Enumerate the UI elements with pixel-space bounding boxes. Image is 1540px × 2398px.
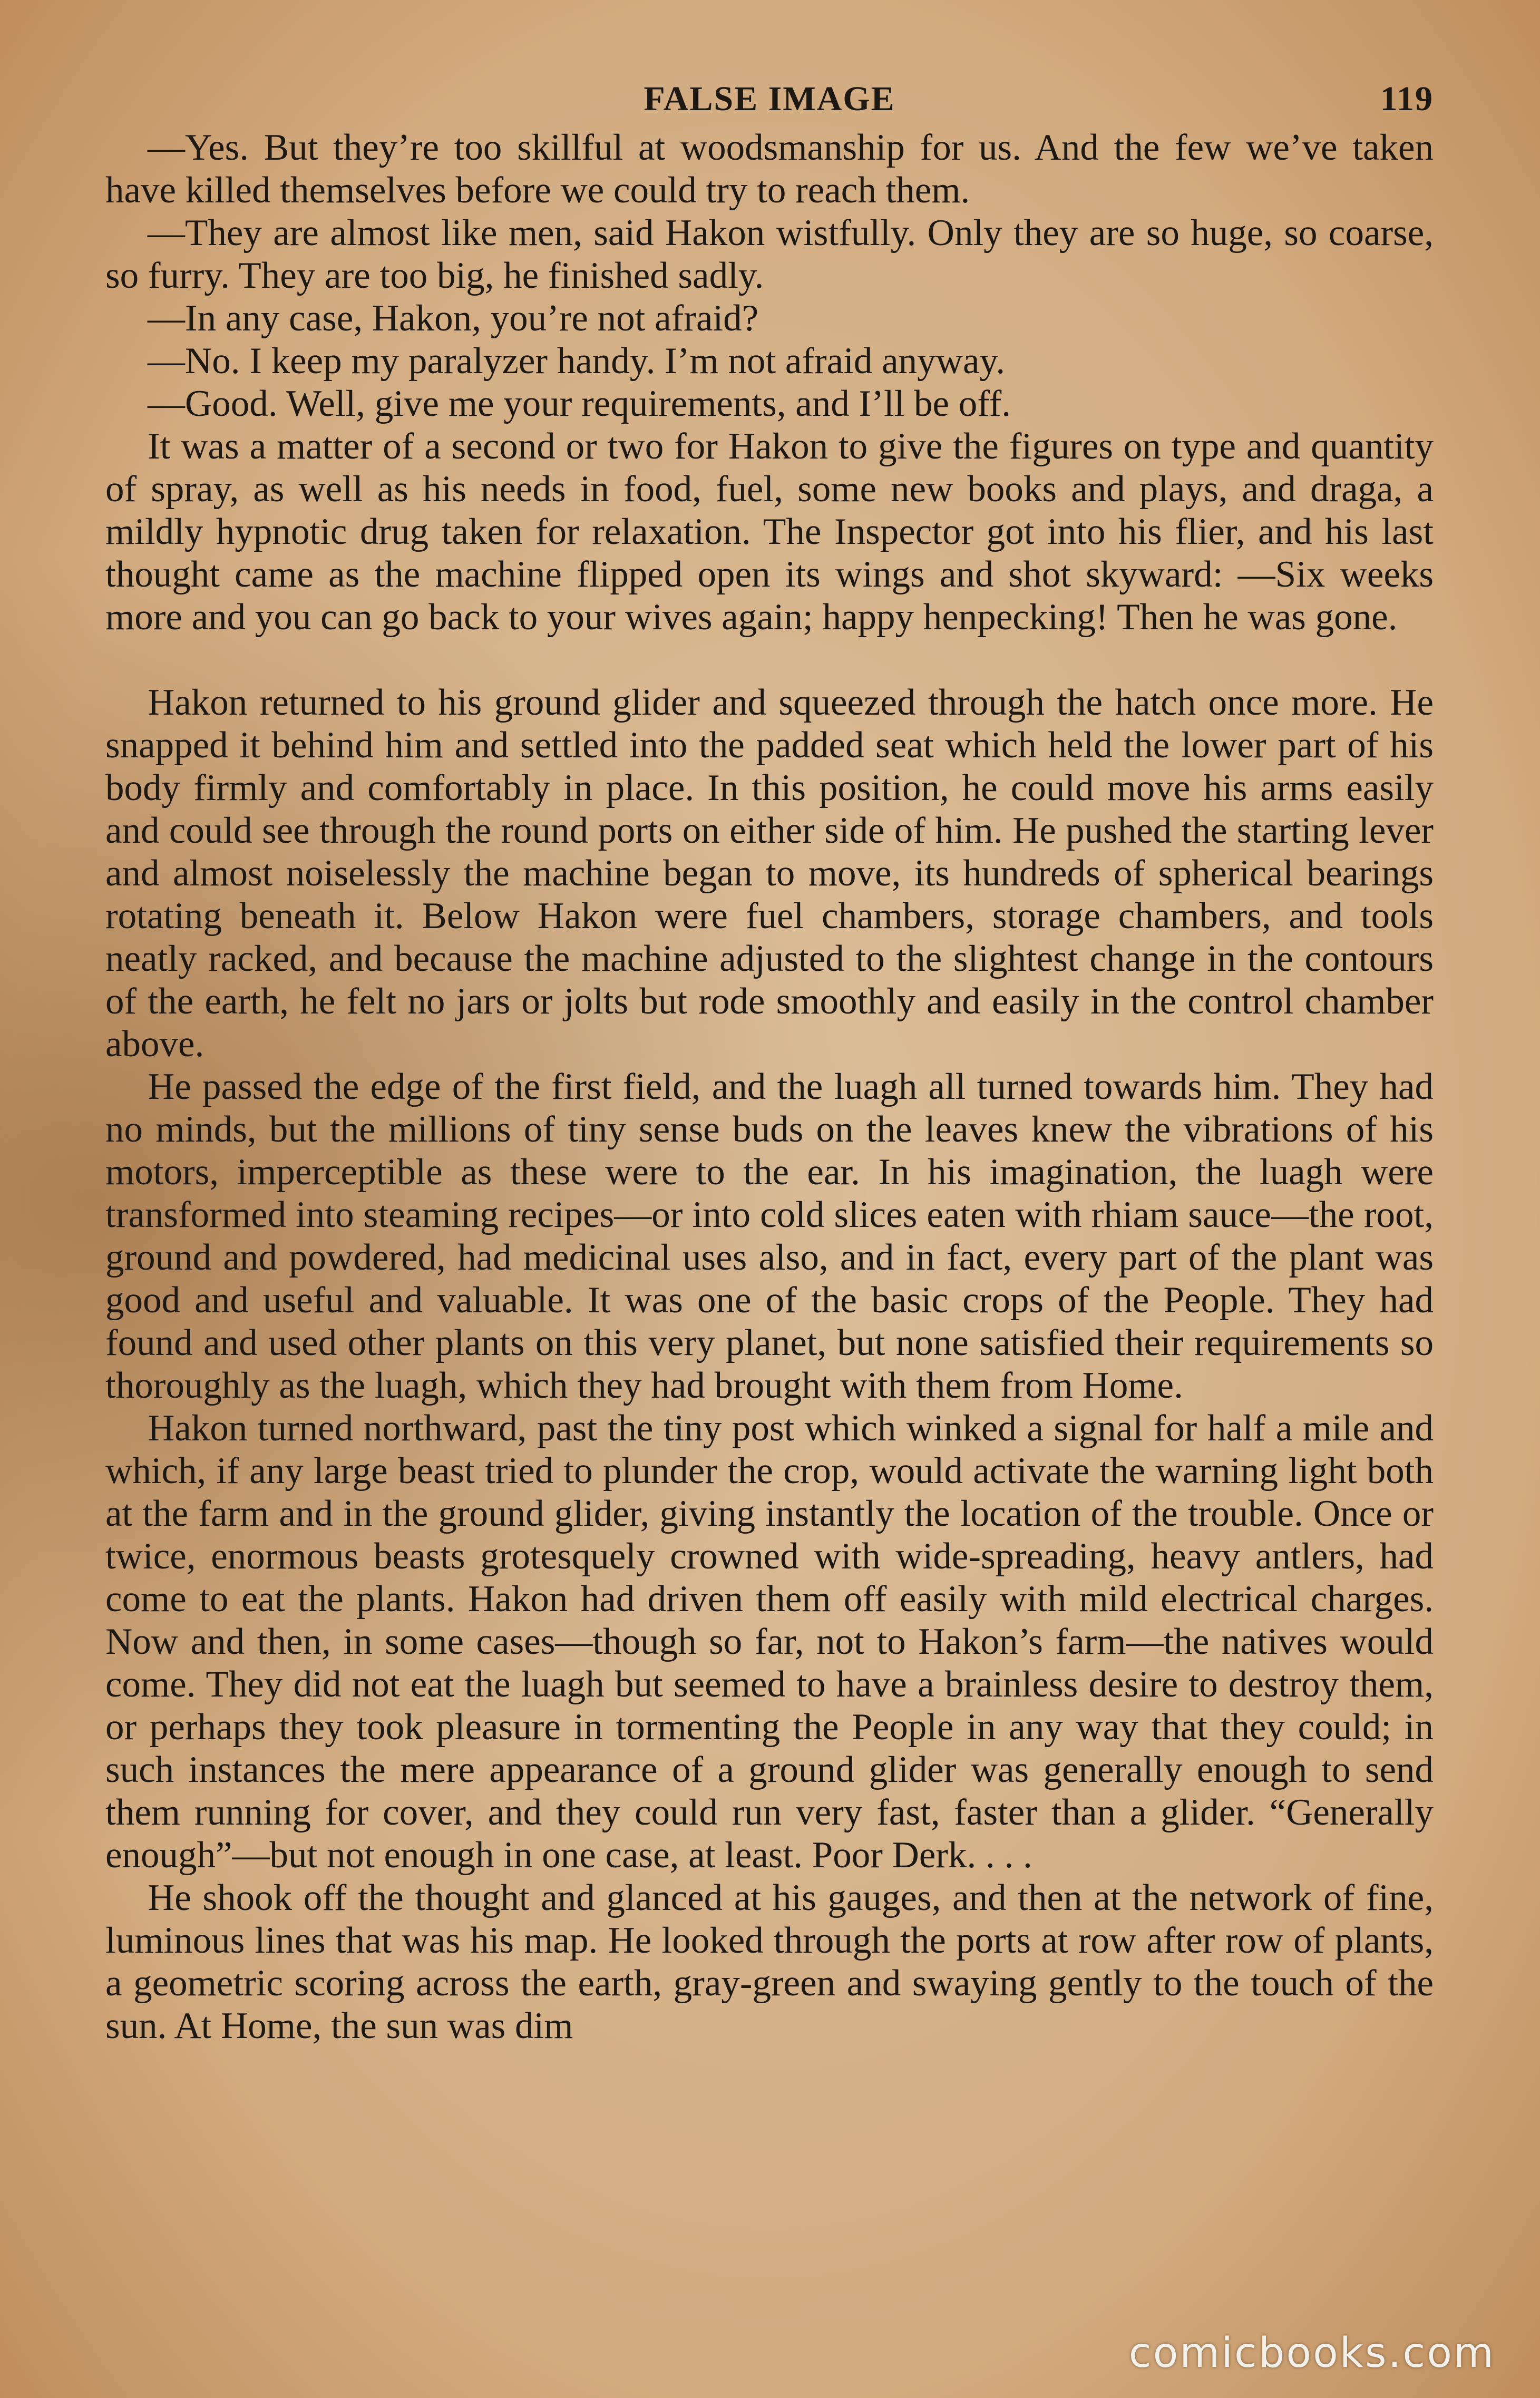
paragraph: It was a matter of a second or two for Hakon to give the figures on type and quantity of spray, as well as his needs in food, fuel, some new books and plays, and draga, a mildly hypnotic drug taken for relaxation. The Inspector got into his flier, and his last thought came as the machine flipped open its wings and shot skyward: —Six weeks more and you can go back to your wives again; happy henpecking! Then he was gone. [105, 426, 1434, 638]
paragraph: —Yes. But they’re too skillful at woodsmanship for us. And the few we’ve taken have killed themselves before we could try to reach them. [105, 127, 1434, 211]
paragraph: Hakon returned to his ground glider and squeezed through the hatch once more. He snapped it behind him and settled into the padded seat which held the lower part of his body firmly and comfortably in place. In this position, he could move his arms easily and could see through the round ports on either side of him. He pushed the starting lever and almost noiselessly the machine began to move, its hundreds of spherical bearings rotating beneath it. Below Hakon were fuel chambers, storage chambers, and tools neatly racked, and because the machine adjusted to the slightest change in the contours of the earth, he felt no jars or jolts but rode smoothly and easily in the control chamber above. [105, 682, 1434, 1065]
running-title: FALSE IMAGE [644, 80, 895, 118]
paragraph: —Good. Well, give me your requirements, and I’ll be off. [148, 383, 1011, 424]
page-number: 119 [1380, 80, 1434, 118]
paragraph: He shook off the thought and glanced at his gauges, and then at the network of fine, luminous lines that was his map. He looked through the ports at row after row of plants, a geometric scoring across the earth, gray-green and swaying gently to the touch of the sun. At Home, the sun was dim [105, 1877, 1434, 2046]
paragraph: —No. I keep my paralyzer handy. I’m not afraid anyway. [148, 340, 1006, 382]
watermark: comicbooks.com [1128, 2329, 1495, 2377]
book-page [105, 79, 1434, 2293]
paragraph: Hakon turned northward, past the tiny post which winked a signal for half a mile and which, if any large beast tried to plunder the crop, would activate the warning light both at the farm and in the ground glider, giving instantly the location of the trouble. Once or twice, enormous beasts grotesquely crowned with wide-spreading, heavy antlers, had come to eat the plants. Hakon had driven them off easily with mild electrical charges. Now and then, in some cases—though so far, not to Hakon’s farm—the natives would come. They did not eat the luagh but seemed to have a brainless desire to destroy them, or perhaps they took pleasure in tormenting the People in any way that they could; in such instances the mere appearance of a ground glider was generally enough to send them running for cover, and they could run very fast, faster than a glider. “Generally enough”—but not enough in one case, at least. Poor Derk. . . . [105, 1408, 1434, 1876]
paragraph: —In any case, Hakon, you’re not afraid? [148, 298, 759, 339]
paragraph: He passed the edge of the first field, and the luagh all turned towards him. They had no minds, but the millions of tiny sense buds on the leaves knew the vibrations of his motors, imperceptible as these were to the ear. In his imagination, the luagh were transformed into steaming recipes—or into cold slices eaten with rhiam sauce—the root, ground and powdered, had medicinal uses also, and in fact, every part of the plant was good and useful and valuable. It was one of the basic crops of the People. They had found and used other plants on this very planet, but none satisfied their requirements so thoroughly as the luagh, which they had brought with them from Home. [105, 1066, 1434, 1406]
page-header [105, 79, 1434, 126]
paragraph: —They are almost like men, said Hakon wistfully. Only they are so huge, so coarse, so furry. They are too big, he finished sadly. [105, 212, 1434, 296]
body-text [105, 126, 1434, 2048]
